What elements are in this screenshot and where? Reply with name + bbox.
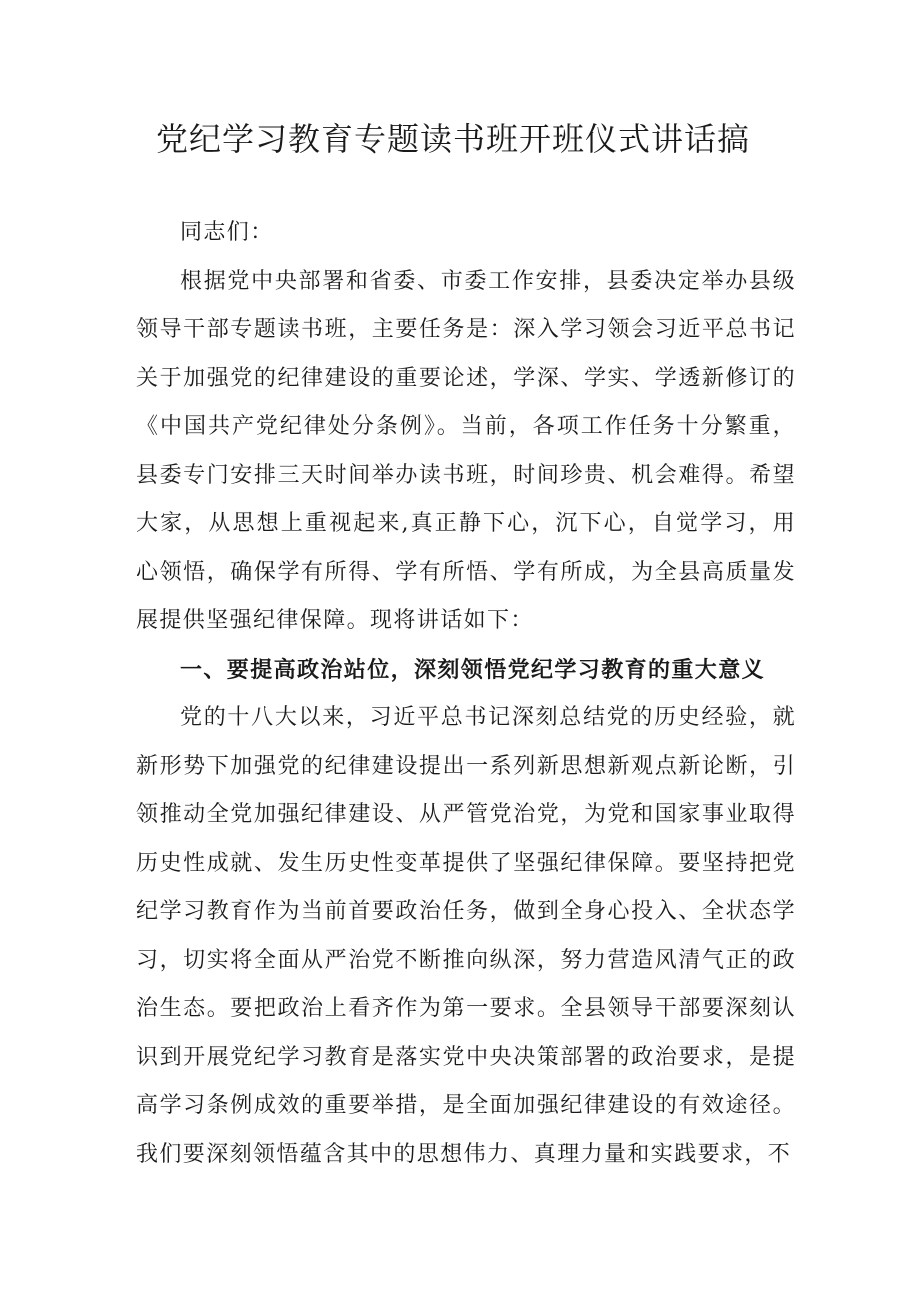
document-title: 党纪学习教育专题读书班开班仪式讲话搞 [155,120,750,158]
salutation: 同志们： [180,220,274,245]
document-body [136,209,796,1179]
section-paragraph: 党的十八大以来，习近平总书记深刻总结党的历史经验，就新形势下加强党的纪律建设提出一系列新思想新观点新论断，引领推动全党加强纪律建设、从严管党治党，为党和国家事业取得历史性成就、发生历史性变革提供了坚强纪律保障。要坚持把党纪学习教育作为当前首要政治任务，做到全身心投入、全状态学习，切实将全面从严治党不断推向纵深，努力营造风清气正的政治生态。要把政治上看齐作为第一要求。全县领导干部要深刻认识到开展党纪学习教育是落实党中央决策部署的政治要求，是提高学习条例成效的重要举措，是全面加强纪律建设的有效途径。我们要深刻领悟蕴含其中的思想伟力、真理力量和实践要求，不 [136,705,796,1167]
intro-paragraph: 根据党中央部署和省委、市委工作安排，县委决定举办县级领导干部专题读书班，主要任务是：深入学习领会习近平总书记关于加强党的纪律建设的重要论述，学深、学实、学透新修订的《中国共产党纪律处分条例》。当前，各项工作任务十分繁重，县委专门安排三天时间举办读书班，时间珍贵、机会难得。希望大家，从思想上重视起来,真正静下心，沉下心，自觉学习，用心领悟，确保学有所得、学有所悟、学有所成，为全县高质量发展提供坚强纪律保障。现将讲话如下： [136,268,796,633]
section-heading: 一、要提高政治站位，深刻领悟党纪学习教育的重大意义 [180,656,766,683]
